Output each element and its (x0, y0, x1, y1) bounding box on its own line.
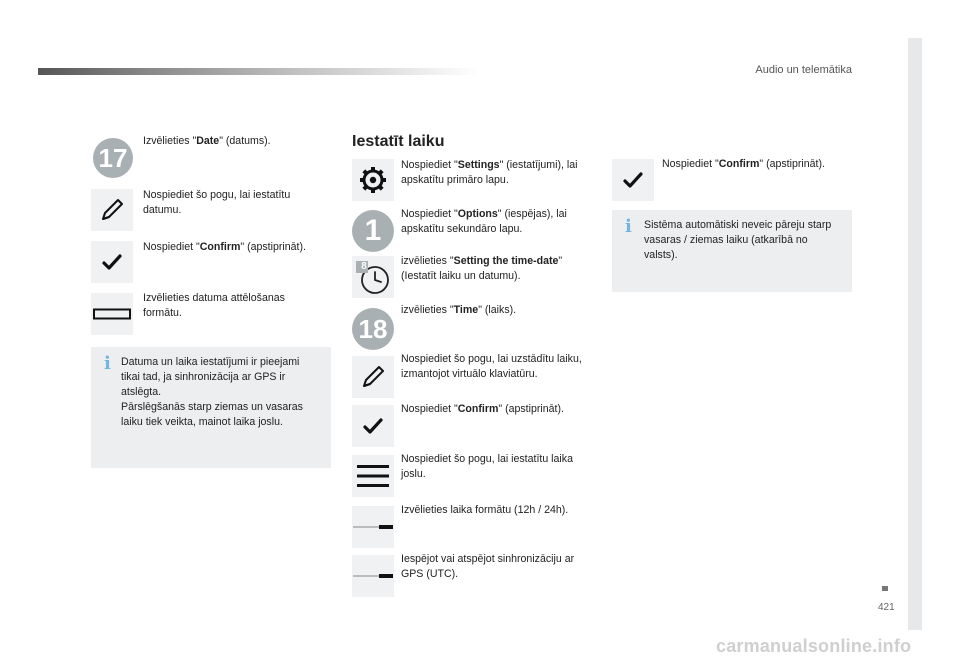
date-format-text: Izvēlieties datuma attēlošanas formātu. (143, 292, 285, 319)
step-number-1: 1 (352, 210, 394, 252)
info-date-line1: Datuma un laika iestatījumi ir pieejami tikai tad, ja sinhronizācija ar GPS ir atslēgta. (121, 356, 300, 398)
confirm-settings-text: Nospiediet "Confirm" (apstiprināt). (662, 158, 825, 170)
pencil-icon (358, 362, 388, 392)
side-margin-bar (908, 38, 922, 630)
edit-date-button[interactable] (91, 189, 133, 231)
watermark: carmanualsonline.info (716, 636, 912, 656)
settings-text: Nospiediet "Settings" (iestatījumi), lai apskatītu primāro lapu. (401, 159, 578, 186)
info-dst-text: Sistēma automātiski neveic pāreju starp vasaras / ziemas laiku (atkarībā no valsts). (644, 219, 832, 261)
time-zone-button[interactable] (352, 455, 394, 497)
info-date-line2: Pārslēgšanās starp ziemas un vasaras laiku tiek veikta, mainot laika joslu. (121, 401, 303, 428)
confirm-time-button[interactable] (352, 405, 394, 447)
page-number: 421 (878, 602, 895, 613)
section-title: Iestatīt laiku (352, 133, 445, 150)
time-format-slider[interactable] (352, 506, 394, 548)
time-format-text: Izvēlieties laika formātu (12h / 24h). (401, 504, 569, 516)
info-icon: i (625, 216, 632, 237)
edit-date-text: Nospiediet šo pogu, lai iestatītu datumu. (143, 189, 291, 216)
confirm-date-text: Nospiediet "Confirm" (apstiprināt). (143, 241, 306, 253)
info-icon: i (104, 353, 111, 374)
info-box-date (91, 347, 331, 468)
step-number-17: 17 (93, 138, 133, 178)
pencil-icon (97, 195, 127, 225)
confirm-date-button[interactable] (91, 241, 133, 283)
settings-button[interactable] (352, 159, 394, 201)
time-zone-text: Nospiediet šo pogu, lai iestatītu laika joslu. (401, 453, 573, 480)
slider-icon (353, 522, 393, 532)
slider-icon (353, 571, 393, 581)
step-number-18: 18 (352, 308, 394, 350)
gps-sync-slider[interactable] (352, 555, 394, 597)
confirm-time-text: Nospiediet "Confirm" (apstiprināt). (401, 403, 564, 415)
gps-sync-text: Iespējot vai atspējot sinhronizāciju ar GPS (UTC). (401, 553, 575, 580)
page-marker (882, 586, 888, 591)
time-date-button[interactable] (352, 256, 394, 298)
header-title: Audio un telemātika (755, 64, 852, 76)
edit-time-text: Nospiediet šo pogu, lai uzstādītu laiku, izmantojot virtuālo klaviatūru. (401, 353, 582, 380)
clock-badge: 8 (361, 261, 367, 272)
time-text: izvēlieties "Time" (laiks). (401, 304, 517, 316)
checkmark-icon (361, 414, 385, 438)
confirm-settings-button[interactable] (612, 159, 654, 201)
header-rule (38, 68, 478, 75)
toggle-bar-icon (93, 308, 131, 320)
checkmark-icon (621, 168, 645, 192)
time-date-text: izvēlieties "Setting the time-date" (Iestatīt laiku un datumu). (401, 255, 563, 282)
gear-icon (358, 165, 388, 195)
info-box-dst (612, 210, 852, 292)
options-text: Nospiediet "Options" (iespējas), lai apskatītu sekundāro lapu. (401, 208, 567, 235)
date-format-toggle[interactable] (91, 293, 133, 335)
step-17-text: Izvēlieties "Date" (datums). (143, 135, 271, 147)
checkmark-icon (100, 250, 124, 274)
list-icon (356, 462, 390, 490)
edit-time-button[interactable] (352, 356, 394, 398)
